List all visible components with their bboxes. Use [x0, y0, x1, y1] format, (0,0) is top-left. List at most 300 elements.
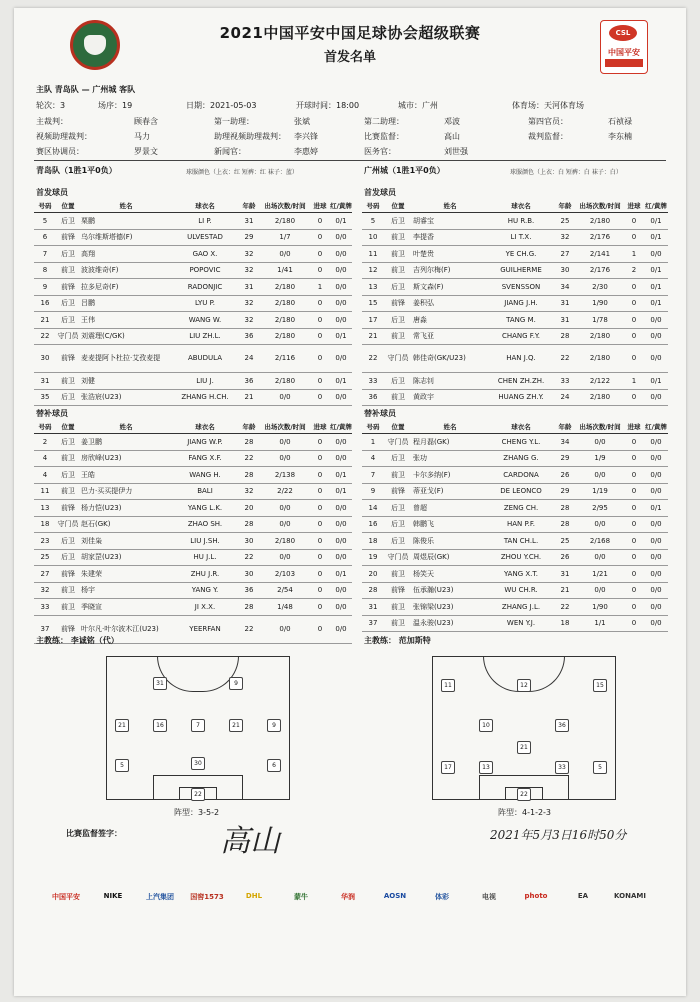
table-cell: 32 [238, 483, 260, 500]
round: 轮次：3 [36, 101, 66, 110]
table-cell: 11 [34, 483, 56, 500]
kickoff-time: 开球时间：18:00 [296, 101, 360, 110]
table-cell: 28 [238, 434, 260, 451]
table-cell: 0/0 [330, 345, 352, 373]
table-cell: 30 [554, 262, 576, 279]
column-header: 姓名 [80, 198, 172, 213]
table-cell: 5 [34, 213, 56, 230]
table-cell: 0/0 [644, 483, 668, 500]
table-cell: 0 [310, 599, 330, 616]
match-date: 日期：2021-05-03 [186, 101, 257, 110]
table-cell: 4 [34, 450, 56, 467]
table-cell: 20 [362, 566, 384, 583]
table-row [362, 373, 668, 390]
table-cell: 0 [624, 516, 644, 533]
table-cell: 0 [310, 229, 330, 246]
table-cell: 后卫 [56, 312, 80, 329]
table-cell: 0 [310, 450, 330, 467]
table-cell: 9 [34, 279, 56, 296]
table-cell: 18 [34, 516, 56, 533]
table-cell: SVENSSON [488, 279, 554, 296]
table-cell: 22 [238, 450, 260, 467]
table-cell: 0/0 [576, 467, 624, 484]
table-cell: JIANG W.P. [172, 434, 238, 451]
table-cell: 22 [34, 328, 56, 345]
table-cell: 前锋 [56, 345, 80, 373]
table-cell: 0/1 [644, 229, 668, 246]
player-shirt-icon: 21 [517, 741, 531, 754]
table-cell: 程月磊(GK) [412, 434, 488, 451]
table-cell: 31 [238, 279, 260, 296]
table-cell: 前锋 [384, 582, 412, 599]
table-cell: 2/176 [576, 229, 624, 246]
table-cell: 10 [362, 229, 384, 246]
table-cell: 房欣峰(U23) [80, 450, 172, 467]
table-cell: 0 [624, 328, 644, 345]
label: 赛区协调员： [36, 147, 84, 156]
table-row [362, 312, 668, 329]
table-cell: 斯文森(F) [412, 279, 488, 296]
home-starters-table [34, 198, 352, 406]
table-cell: 37 [34, 615, 56, 643]
player-shirt-icon: 5 [115, 759, 129, 772]
table-cell: 韩佳奇(GK/U23) [412, 345, 488, 373]
table-cell: 0/0 [330, 615, 352, 643]
table-cell: 0 [624, 615, 644, 632]
table-cell: 1/7 [260, 229, 310, 246]
table-cell: 叶尔凡·叶尔波木江(U23) [80, 615, 172, 643]
column-header: 出场次数/时间 [260, 419, 310, 434]
column-header: 进球 [624, 198, 644, 213]
table-cell: 15 [362, 295, 384, 312]
venue-director: 罗景文 [134, 147, 158, 156]
column-header: 进球 [310, 198, 330, 213]
column-header: 球衣名 [172, 198, 238, 213]
home-team-label: 青岛队（1胜1平0负） [36, 166, 117, 175]
city: 城市：广州 [398, 101, 438, 110]
table-row [362, 229, 668, 246]
table-cell: 0 [310, 516, 330, 533]
table-cell: WANG H. [172, 467, 238, 484]
table-cell: 0/1 [644, 373, 668, 390]
label: 助理视频助理裁判： [214, 132, 286, 141]
table-cell: 0 [624, 582, 644, 599]
table-row [34, 312, 352, 329]
table-cell: 0/0 [644, 467, 668, 484]
table-row [362, 615, 668, 632]
table-cell: 28 [238, 599, 260, 616]
table-cell: 36 [238, 328, 260, 345]
table-cell: BALI [172, 483, 238, 500]
table-cell: 0/0 [644, 345, 668, 373]
table-cell: HAN P.F. [488, 516, 554, 533]
table-cell: 0/0 [576, 434, 624, 451]
table-cell: 28 [554, 500, 576, 517]
column-header: 球衣名 [172, 419, 238, 434]
table-cell: 28 [238, 516, 260, 533]
table-cell: 32 [238, 246, 260, 263]
table-cell: 李提香 [412, 229, 488, 246]
table-cell: 后卫 [384, 312, 412, 329]
table-cell: 2/116 [260, 345, 310, 373]
table-cell: 37 [362, 615, 384, 632]
table-cell: 后卫 [56, 295, 80, 312]
table-cell: 0 [310, 467, 330, 484]
table-cell: ZENG CH. [488, 500, 554, 517]
table-cell: 2/122 [576, 373, 624, 390]
table-cell: 2/176 [576, 262, 624, 279]
table-cell: 6 [34, 229, 56, 246]
sponsor-logo: 电视 [482, 893, 496, 901]
table-cell: 1/9 [576, 450, 624, 467]
table-cell: 0/1 [644, 213, 668, 230]
table-cell: 巴力·买买提伊力 [80, 483, 172, 500]
table-cell: 胡睿宝 [412, 213, 488, 230]
ar2: 邓波 [444, 117, 460, 126]
table-cell: 0/0 [330, 516, 352, 533]
table-cell: 28 [554, 516, 576, 533]
table-cell: 0/0 [644, 615, 668, 632]
table-cell: 30 [238, 566, 260, 583]
sponsor-logo: 体彩 [435, 893, 449, 901]
table-cell: 后卫 [56, 549, 80, 566]
table-cell: 18 [362, 533, 384, 550]
table-cell: 0 [310, 246, 330, 263]
table-cell: 11 [362, 246, 384, 263]
table-cell: 2/180 [260, 213, 310, 230]
table-cell: 高翔 [80, 246, 172, 263]
table-row [34, 450, 352, 467]
table-cell: 0 [310, 328, 330, 345]
column-header: 姓名 [412, 419, 488, 434]
table-cell: 0 [624, 599, 644, 616]
table-row [34, 549, 352, 566]
table-cell: YE CH.G. [488, 246, 554, 263]
player-shirt-icon: 33 [555, 761, 569, 774]
table-cell: HUANG ZH.Y. [488, 389, 554, 406]
table-cell: 0/0 [644, 549, 668, 566]
table-cell: 2/180 [576, 345, 624, 373]
table-cell: 叶楚贵 [412, 246, 488, 263]
column-header: 年龄 [238, 419, 260, 434]
column-header: 出场次数/时间 [576, 419, 624, 434]
column-header: 姓名 [80, 419, 172, 434]
table-cell: 杨力恺(U23) [80, 500, 172, 517]
table-cell: 0/0 [644, 328, 668, 345]
player-shirt-icon: 7 [191, 719, 205, 732]
table-cell: 0 [624, 566, 644, 583]
table-cell: 朱建荣 [80, 566, 172, 583]
table-row [362, 533, 668, 550]
table-cell: 13 [362, 279, 384, 296]
table-cell: 34 [554, 434, 576, 451]
table-cell: 赵石(GK) [80, 516, 172, 533]
table-cell: 0/1 [644, 295, 668, 312]
table-cell: 31 [238, 213, 260, 230]
table-cell: CHANG F.Y. [488, 328, 554, 345]
table-cell: WU CH.R. [488, 582, 554, 599]
table-cell: 33 [554, 373, 576, 390]
table-cell: 0 [624, 467, 644, 484]
table-cell: 0/0 [644, 599, 668, 616]
label: 第四官员： [528, 117, 568, 126]
divider [34, 160, 666, 161]
table-cell: LI P. [172, 213, 238, 230]
table-cell: 温永骏(U23) [412, 615, 488, 632]
table-cell: 后卫 [384, 450, 412, 467]
table-cell: 2/30 [576, 279, 624, 296]
teams-line: 主队 青岛队 — 广州城 客队 [36, 85, 136, 94]
table-row [362, 450, 668, 467]
table-cell: 21 [362, 328, 384, 345]
column-header: 出场次数/时间 [260, 198, 310, 213]
player-shirt-icon: 21 [115, 719, 129, 732]
table-cell: 22 [554, 599, 576, 616]
sponsor-logo: AOSN [383, 892, 407, 900]
table-cell: 伍承瀚(U23) [412, 582, 488, 599]
table-cell: 0 [624, 295, 644, 312]
table-cell: 张功 [412, 450, 488, 467]
home-formation: 阵型：3-5-2 [174, 808, 220, 817]
table-cell: 后卫 [56, 434, 80, 451]
table-cell: 0/0 [330, 599, 352, 616]
player-shirt-icon: 10 [479, 719, 493, 732]
table-cell: 0/0 [330, 279, 352, 296]
table-cell: 0 [310, 345, 330, 373]
table-cell: 7 [362, 467, 384, 484]
player-shirt-icon: 16 [153, 719, 167, 732]
table-cell: 守门员 [56, 516, 80, 533]
table-row [362, 549, 668, 566]
player-shirt-icon: 12 [517, 679, 531, 692]
away-subs-label: 替补球员 [364, 409, 396, 418]
table-cell: 2/95 [576, 500, 624, 517]
table-cell: 2/180 [260, 373, 310, 390]
table-cell: 前卫 [384, 246, 412, 263]
ar1: 张斌 [294, 117, 310, 126]
table-cell: 前锋 [384, 483, 412, 500]
label: 视频助理裁判： [36, 132, 92, 141]
table-cell: 0/0 [644, 516, 668, 533]
player-shirt-icon: 31 [153, 677, 167, 690]
table-cell: 0 [310, 549, 330, 566]
table-row [34, 373, 352, 390]
table-cell: 0 [310, 483, 330, 500]
table-cell: 张浩宸(U23) [80, 389, 172, 406]
table-cell: 2/180 [260, 328, 310, 345]
table-cell: 0 [310, 566, 330, 583]
table-cell: 前卫 [56, 450, 80, 467]
table-cell: 刘震理(C/GK) [80, 328, 172, 345]
column-header: 年龄 [554, 198, 576, 213]
table-cell: 前锋 [56, 229, 80, 246]
table-cell: 22 [362, 345, 384, 373]
table-cell: 前锋 [56, 615, 80, 643]
table-cell: 2/168 [576, 533, 624, 550]
table-row [362, 213, 668, 230]
table-row [362, 516, 668, 533]
table-row [34, 213, 352, 230]
table-cell: 0/0 [330, 450, 352, 467]
table-cell: 姜卫鹏 [80, 434, 172, 451]
sponsor-logo: KONAMI [614, 892, 646, 900]
table-cell: 0 [310, 582, 330, 599]
table-cell: ZHANG J.L. [488, 599, 554, 616]
sponsor-logo: 中国平安 [52, 893, 80, 901]
table-cell: LI T.X. [488, 229, 554, 246]
table-cell: 2/180 [576, 328, 624, 345]
table-cell: 前锋 [56, 500, 80, 517]
table-cell: 22 [554, 345, 576, 373]
table-cell: 29 [238, 229, 260, 246]
table-cell: 0/0 [260, 516, 310, 533]
table-cell: 周煜辰(GK) [412, 549, 488, 566]
table-cell: 黄政宇 [412, 389, 488, 406]
home-subs-table [34, 419, 352, 644]
table-cell: 0/0 [330, 549, 352, 566]
table-cell: 0/1 [330, 373, 352, 390]
table-cell: 胡家罡(U23) [80, 549, 172, 566]
table-cell: 前卫 [56, 582, 80, 599]
table-cell: 0/0 [330, 434, 352, 451]
table-cell: 28 [238, 467, 260, 484]
table-cell: HU J.L. [172, 549, 238, 566]
table-row [34, 467, 352, 484]
table-cell: 吉列尔梅(F) [412, 262, 488, 279]
table-cell: 1/21 [576, 566, 624, 583]
table-cell: 季晓宣 [80, 599, 172, 616]
table-cell: 24 [554, 389, 576, 406]
table-row [362, 246, 668, 263]
table-cell: 曾超 [412, 500, 488, 517]
table-row [362, 582, 668, 599]
table-cell: 2/54 [260, 582, 310, 599]
table-cell: 前锋 [56, 279, 80, 296]
table-cell: 杨笑天 [412, 566, 488, 583]
table-cell: 32 [238, 262, 260, 279]
table-row [362, 295, 668, 312]
table-cell: 27 [554, 246, 576, 263]
table-cell: 2/180 [576, 389, 624, 406]
table-cell: 0/0 [576, 549, 624, 566]
table-cell: 31 [362, 599, 384, 616]
table-row [34, 246, 352, 263]
table-cell: 0 [624, 389, 644, 406]
table-cell: 0/0 [330, 389, 352, 406]
table-cell: 后卫 [56, 246, 80, 263]
away-starters-table [362, 198, 668, 406]
table-row [362, 345, 668, 373]
table-row [34, 483, 352, 500]
table-row [362, 566, 668, 583]
table-cell: 0/0 [330, 533, 352, 550]
table-row [34, 582, 352, 599]
table-cell: 前卫 [56, 373, 80, 390]
column-header: 球衣名 [488, 198, 554, 213]
table-cell: 后卫 [56, 389, 80, 406]
table-cell: 0 [310, 615, 330, 643]
table-cell: 27 [34, 566, 56, 583]
sponsor-bar [44, 878, 656, 918]
column-header: 位置 [56, 198, 80, 213]
sponsor-logo: NIKE [103, 892, 123, 900]
supervisor-signature: 高山 [220, 824, 280, 859]
table-cell: 0/1 [330, 213, 352, 230]
table-cell: 守门员 [384, 434, 412, 451]
table-cell: 后卫 [56, 213, 80, 230]
table-cell: 5 [362, 213, 384, 230]
table-cell: 2/22 [260, 483, 310, 500]
table-cell: 36 [238, 582, 260, 599]
table-cell: DE LEONCO [488, 483, 554, 500]
column-header: 号码 [362, 419, 384, 434]
table-cell: 前卫 [56, 483, 80, 500]
table-row [362, 434, 668, 451]
table-cell: 0/0 [644, 389, 668, 406]
table-cell: 陈俊乐 [412, 533, 488, 550]
player-shirt-icon: 5 [593, 761, 607, 774]
away-team-label: 广州城（1胜1平0负） [364, 166, 445, 175]
table-cell: 1/19 [576, 483, 624, 500]
table-cell: 王伟 [80, 312, 172, 329]
table-cell: 31 [554, 312, 576, 329]
table-cell: 前卫 [56, 599, 80, 616]
signed-time: 2021年5月3日16时50分 [490, 828, 627, 842]
table-cell: 吕鹏 [80, 295, 172, 312]
table-cell: 7 [34, 246, 56, 263]
table-cell: 0 [624, 500, 644, 517]
table-cell: 1/1 [576, 615, 624, 632]
table-cell: 2 [624, 262, 644, 279]
table-cell: 0 [310, 262, 330, 279]
table-cell: 0/0 [260, 434, 310, 451]
player-shirt-icon: 22 [191, 788, 205, 801]
sheet-title: 首发名单 [323, 50, 376, 65]
player-shirt-icon: 9 [229, 677, 243, 690]
table-cell: 波波维奇(F) [80, 262, 172, 279]
table-cell: ABUDULA [172, 345, 238, 373]
table-cell: 0/0 [330, 246, 352, 263]
table-cell: 31 [34, 373, 56, 390]
table-cell: 0/1 [644, 279, 668, 296]
table-cell: 26 [554, 549, 576, 566]
table-cell: 前卫 [384, 229, 412, 246]
table-row [362, 262, 668, 279]
table-cell: 12 [362, 262, 384, 279]
table-cell: 2/180 [260, 295, 310, 312]
table-cell: 2/103 [260, 566, 310, 583]
table-cell: HU R.B. [488, 213, 554, 230]
sponsor-logo: DHL [245, 892, 263, 900]
table-cell: LIU J. [172, 373, 238, 390]
home-kit: 球服颜色（上衣：红 短裤：红 袜子：蓝） [186, 169, 298, 176]
fourth-official: 石祯禄 [608, 117, 632, 126]
table-cell: 0/0 [644, 434, 668, 451]
table-cell: 0/0 [260, 246, 310, 263]
press-officer: 李惠婷 [294, 147, 318, 156]
table-cell: 0 [310, 213, 330, 230]
table-cell: 0 [310, 373, 330, 390]
label: 裁判监督： [528, 132, 568, 141]
table-cell: YANG L.K. [172, 500, 238, 517]
table-cell: 0 [310, 533, 330, 550]
table-cell: 17 [362, 312, 384, 329]
table-cell: 36 [362, 389, 384, 406]
table-cell: 0 [624, 450, 644, 467]
table-cell: 0 [624, 279, 644, 296]
table-row [362, 328, 668, 345]
table-cell: 0/0 [330, 295, 352, 312]
